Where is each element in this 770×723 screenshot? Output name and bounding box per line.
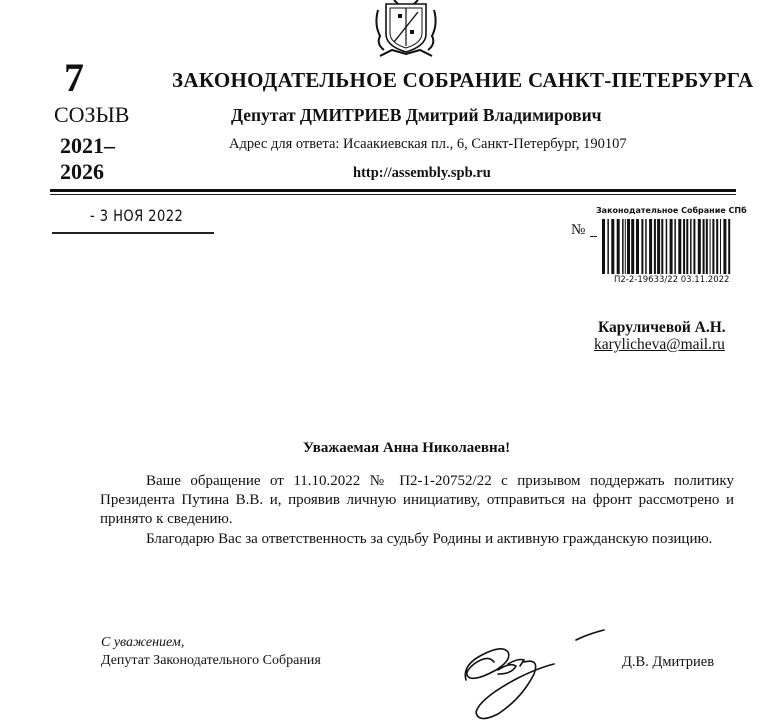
number-label: № — [571, 222, 586, 238]
barcode-bar — [693, 219, 695, 274]
barcode-bar — [641, 219, 643, 274]
letterhead-divider-thin — [50, 194, 736, 195]
body-paragraph — [100, 472, 734, 529]
barcode-bar — [728, 219, 730, 274]
number-underline — [590, 236, 597, 237]
body-paragraph-text: Благодарю Вас за ответственность за судьбу Родины и активную гражданскую позицию. — [146, 531, 713, 547]
recipient-name: Каруличевой А.Н. — [598, 319, 726, 336]
convocation-years — [60, 133, 115, 185]
barcode-bar — [611, 219, 614, 274]
barcode-bar — [617, 219, 620, 274]
barcode-bar — [678, 219, 681, 274]
convocation-label: СОЗЫВ — [54, 102, 130, 127]
barcode-bar — [690, 219, 692, 274]
barcode-header: Законодательное Собрание СПб — [596, 206, 747, 215]
date-stamp: - 3 НОЯ 2022 — [90, 206, 184, 225]
deputy-line: Депутат ДМИТРИЕВ Дмитрий Владимирович — [231, 105, 602, 125]
barcode-bar — [710, 219, 711, 274]
barcode-bar — [683, 219, 685, 274]
barcode-icon — [601, 219, 731, 274]
barcode-bar — [649, 219, 652, 274]
barcode-caption: П2-2-19633/22 03.11.2022 — [614, 275, 730, 285]
convocation-years-end: 2026 — [60, 159, 104, 184]
date-underline — [52, 232, 214, 234]
coat-of-arms-icon — [372, 0, 440, 58]
barcode-bar — [703, 219, 705, 274]
barcode-bar — [666, 219, 668, 274]
barcode-bar — [657, 219, 660, 274]
barcode-bar — [645, 219, 647, 274]
barcode-bar — [607, 219, 609, 274]
barcode-bar — [661, 219, 663, 274]
letterhead-divider-thick — [50, 189, 736, 192]
barcode-bar — [712, 219, 714, 274]
assembly-title: ЗАКОНОДАТЕЛЬНОЕ СОБРАНИЕ САНКТ-ПЕТЕРБУРГА — [172, 68, 754, 92]
barcode-bar — [670, 219, 673, 274]
salutation: Уважаемая Анна Николаевна! — [303, 440, 511, 456]
barcode-bar — [625, 219, 626, 274]
body-paragraph — [100, 530, 734, 549]
convocation-years-start: 2021– — [60, 133, 115, 158]
barcode-bar — [720, 219, 721, 274]
signature-icon — [458, 628, 618, 723]
website-link[interactable]: http://assembly.spb.ru — [353, 165, 491, 181]
barcode-bar — [602, 219, 605, 274]
barcode-bar — [622, 219, 624, 274]
barcode-bar — [636, 219, 639, 274]
signer-name: Д.В. Дмитриев — [622, 654, 715, 670]
recipient-email-link[interactable]: karylicheva@mail.ru — [594, 336, 725, 353]
barcode-bar — [706, 219, 708, 274]
barcode-bar — [723, 219, 726, 274]
barcode-bar — [654, 219, 656, 274]
convocation-number: 7 — [64, 55, 84, 100]
barcode-bar — [698, 219, 701, 274]
barcode-bar — [674, 219, 676, 274]
reply-address: Адрес для ответа: Исаакиевская пл., 6, Санкт-Петербург, 190107 — [229, 136, 627, 152]
barcode-bar — [631, 219, 634, 274]
body-paragraph-text: Ваше обращение от 11.10.2022 № П2-1-20752/22 с призывом поддержать политику Президента Путина В.В. и, проявив личную инициативу, отправиться на фронт рассмотрено и принято к сведению. — [100, 473, 734, 527]
barcode-bar — [716, 219, 718, 274]
barcode-bar — [686, 219, 688, 274]
barcode-bar — [627, 219, 630, 274]
closing-phrase: С уважением, — [101, 635, 185, 650]
signer-title: Депутат Законодательного Собрания — [101, 653, 321, 668]
